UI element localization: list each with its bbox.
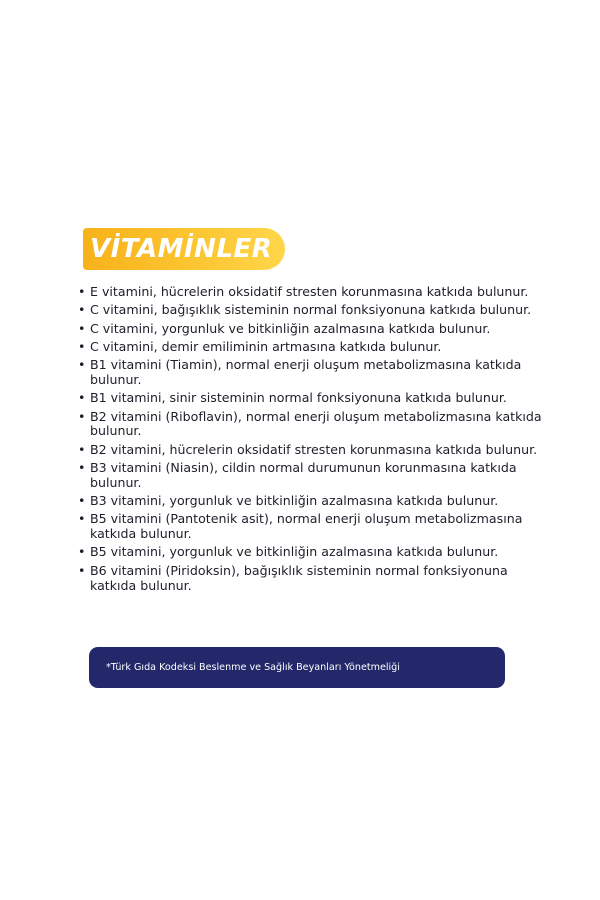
list-item (78, 285, 548, 300)
bullet-icon: • (78, 562, 86, 578)
claim-text: C vitamini, yorgunluk ve bitkinliğin azalmasına katkıda bulunur. (90, 320, 491, 336)
claim-text: C vitamini, demir emiliminin artmasına katkıda bulunur. (90, 338, 442, 354)
bullet-icon: • (78, 511, 86, 527)
list-item (78, 443, 548, 458)
bullet-icon: • (78, 408, 86, 424)
footnote-text: *Türk Gıda Kodeksi Beslenme ve Sağlık Beyanları Yönetmeliği (106, 662, 400, 673)
claim-text: B3 vitamini (Niasin), cildin normal durumunun korunmasına katkıda bulunur. (90, 459, 517, 490)
claim-text: B3 vitamini, yorgunluk ve bitkinliğin azalmasına katkıda bulunur. (90, 493, 499, 509)
claim-text: B5 vitamini (Pantotenik asit), normal enerji oluşum metabolizmasına katkıda bulunur. (90, 511, 523, 542)
list-item (78, 512, 548, 542)
section-title: VİTAMİNLER (90, 234, 273, 264)
bullet-icon: • (78, 493, 86, 509)
claim-text: B6 vitamini (Piridoksin), bağışıklık sisteminin normal fonksiyonuna katkıda bulunur. (90, 562, 508, 593)
claim-text: B5 vitamini, yorgunluk ve bitkinliğin azalmasına katkıda bulunur. (90, 544, 499, 560)
list-item (78, 564, 548, 594)
list-item (78, 410, 548, 440)
list-item (78, 322, 548, 337)
bullet-icon: • (78, 459, 86, 475)
list-item (78, 494, 548, 509)
bullet-icon: • (78, 441, 86, 457)
bullet-icon: • (78, 544, 86, 560)
claim-text: B1 vitamini (Tiamin), normal enerji oluşum metabolizmasına katkıda bulunur. (90, 357, 522, 387)
claim-text: B1 vitamini, sinir sisteminin normal fonksiyonuna katkıda bulunur. (90, 390, 507, 406)
claim-text: E vitamini, hücrelerin oksidatif stresten korunmasına katkıda bulunur. (90, 284, 529, 299)
bullet-icon: • (78, 320, 86, 336)
claim-text: C vitamini, bağışıklık sisteminin normal fonksiyonuna katkıda bulunur. (90, 302, 532, 318)
list-item (78, 303, 548, 318)
vitamin-claims-list (78, 285, 548, 597)
bullet-icon: • (78, 302, 86, 318)
list-item (78, 461, 548, 491)
list-item (78, 340, 548, 355)
bullet-icon: • (78, 284, 86, 299)
claim-text: B2 vitamini, hücrelerin oksidatif stresten korunmasına katkıda bulunur. (90, 441, 538, 457)
list-item (78, 391, 548, 406)
bullet-icon: • (78, 338, 86, 354)
footnote-box (89, 647, 505, 688)
list-item (78, 358, 548, 388)
bullet-icon: • (78, 390, 86, 406)
claim-text: B2 vitamini (Riboflavin), normal enerji oluşum metabolizmasına katkıda bulunur. (90, 408, 542, 439)
list-item (78, 545, 548, 560)
bullet-icon: • (78, 357, 86, 373)
